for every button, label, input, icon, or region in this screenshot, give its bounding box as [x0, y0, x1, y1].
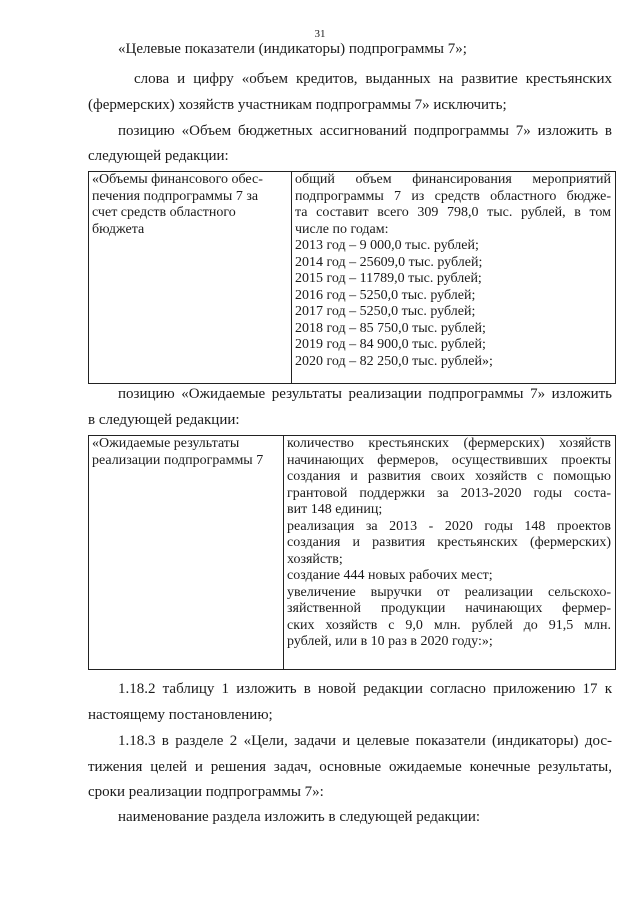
table-cell-line: хозяйств; — [287, 551, 343, 567]
table-cell-line: 2014 год – 25609,0 тыс. рублей; — [295, 254, 483, 270]
table-cell-line: 2020 год – 82 250,0 тыс. рублей»; — [295, 353, 493, 369]
paragraph-credits-line2: (фермерских) хозяйств участникам подпрограммы 7» исключить; — [88, 97, 507, 113]
table-cell-line: печения подпрограммы 7 за — [92, 188, 259, 204]
paragraph-target-indicators: «Целевые показатели (индикаторы) подпрограммы 7»; — [118, 41, 467, 57]
paragraph-budget-line2: следующей редакции: — [88, 148, 229, 164]
table-cell-line: создание 444 новых рабочих мест; — [287, 568, 493, 583]
results-table-left-cell — [89, 436, 284, 670]
paragraph-section2-line3: сроки реализации подпрограммы 7»: — [88, 784, 324, 800]
table-cell-line: бюджета — [92, 221, 145, 237]
table-cell-line: 2016 год – 5250,0 тыс. рублей; — [295, 287, 476, 303]
paragraph-table1-line1: 1.18.2 таблицу 1 изложить в новой редакции согласно приложению 17 к — [118, 681, 612, 697]
budget-table-left-cell — [89, 172, 292, 384]
table-cell-line: числе по годам: — [295, 221, 389, 237]
table-cell-line: грантовой поддержки за 2013-2020 годы соста- — [287, 485, 611, 501]
table-cell-line: реализация за 2013 - 2020 годы 148 проектов — [287, 518, 611, 534]
table-cell-line: создания и развития крестьянских (фермерских) — [287, 535, 611, 550]
table-cell-line: 2015 год – 11789,0 тыс. рублей; — [295, 271, 482, 286]
paragraph-section2-line2: тижения целей и решения задач, основные ожидаемые конечные результаты, — [88, 759, 612, 775]
results-table — [88, 435, 616, 670]
paragraph-credits-line1: слова и цифру «объем кредитов, выданных на развитие крестьянских — [134, 71, 612, 87]
budget-table — [88, 171, 616, 384]
table-cell-line: счет средств областного — [92, 205, 236, 220]
table-cell-line: подпрограммы 7 из средств областного бюдже- — [295, 188, 611, 204]
table-cell-line: начинающих фермеров, осуществивших проекты — [287, 452, 611, 468]
budget-table-right-cell — [292, 172, 616, 384]
paragraph-results-line2: в следующей редакции: — [88, 412, 240, 428]
table-cell-line: ских хозяйств с 9,0 млн. рублей до 91,5 млн. — [287, 617, 611, 633]
table-cell-line: 2017 год – 5250,0 тыс. рублей; — [295, 304, 476, 319]
paragraph-results-line1: позицию «Ожидаемые результаты реализации подпрограммы 7» изложить — [118, 386, 612, 402]
table-cell-line: зяйственной продукции начинающих фермер- — [287, 601, 611, 616]
table-cell-line: «Ожидаемые результаты — [92, 436, 240, 451]
page-number: 31 — [314, 28, 326, 40]
table-cell-line: 2013 год – 9 000,0 тыс. рублей; — [295, 238, 479, 253]
table-cell-line: вит 148 единиц; — [287, 502, 383, 517]
table-cell-line: 2018 год – 85 750,0 тыс. рублей; — [295, 320, 486, 336]
table-cell-line: «Объемы финансового обес- — [92, 172, 263, 187]
table-cell-line: 2019 год – 84 900,0 тыс. рублей; — [295, 337, 486, 352]
table-cell-line: общий объем финансирования мероприятий — [295, 172, 611, 187]
table-cell-line: увеличение выручки от реализации сельскохо- — [287, 584, 611, 600]
paragraph-section2-line1: 1.18.3 в разделе 2 «Цели, задачи и целевые показатели (индикаторы) дос- — [118, 733, 612, 749]
paragraph-table1-line2: настоящему постановлению; — [88, 707, 273, 723]
paragraph-budget-line1: позицию «Объем бюджетных ассигнований подпрограммы 7» изложить в — [118, 123, 612, 139]
table-cell-line: рублей, или в 10 раз в 2020 году:»; — [287, 634, 493, 649]
table-cell-line: реализации подпрограммы 7 — [92, 452, 264, 468]
paragraph-section-title: наименование раздела изложить в следующей редакции: — [118, 809, 481, 825]
table-cell-line: та составит всего 309 798,0 тыс. рублей, в том — [295, 205, 611, 220]
table-cell-line: количество крестьянских (фермерских) хозяйств — [287, 436, 611, 451]
table-cell-line: создания и развития своих хозяйств с помощью — [287, 469, 611, 484]
results-table-right-cell — [284, 436, 616, 670]
